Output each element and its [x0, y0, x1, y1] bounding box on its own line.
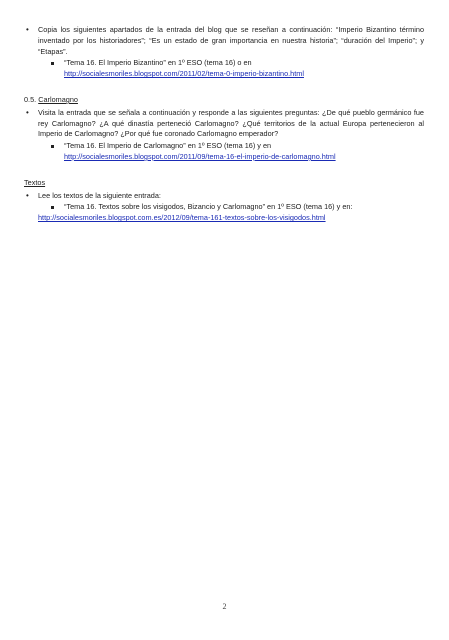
square-bullet-icon	[51, 62, 54, 65]
square-bullet-icon	[51, 145, 54, 148]
link-byzantine-empire[interactable]: http://socialesmoriles.blogspot.com/2011/02/tema-0-imperio-bizantino.html	[64, 69, 304, 79]
page-number: 2	[222, 602, 227, 611]
bullet-text: Lee los textos de la siguiente entrada:	[38, 190, 161, 200]
bullet-item-read-texts	[24, 191, 424, 202]
section-title-carlomagno	[24, 95, 424, 106]
section-title-text: Carlomagno	[38, 94, 78, 104]
bullet-text: Visita la entrada que se señala a continuación y responde a las siguientes preguntas: ¿De qué pueblo germánico fue rey Carlomagno? ¿A qué dinastía perteneció Carlomagno? ¿Qué territorios de la actual Europa pertenecieron al Imperio de Carlomagno? ¿Por qué fue coronado Carlomagno emperador?	[38, 107, 424, 139]
sub-item-texts	[24, 202, 424, 213]
square-bullet-icon	[51, 206, 54, 209]
link-visigoth-texts[interactable]: http://socialesmoriles.blogspot.com.es/2012/09/tema-161-textos-sobre-los-visigodos.html	[38, 213, 326, 223]
section-number: 0.5.	[24, 94, 37, 104]
sub-item-text: “Tema 16. El Imperio de Carlomagno” en 1º ESO (tema 16) y en	[64, 141, 272, 151]
bullet-item-questions	[24, 108, 424, 140]
bullet-dot-icon: •	[26, 190, 29, 200]
bullet-dot-icon: •	[26, 107, 29, 117]
sub-item-text: “Tema 16. Textos sobre los visigodos, Bizancio y Carlomagno” en 1º ESO (tema 16) y en:	[64, 202, 353, 212]
sub-item-byzantine	[24, 58, 424, 69]
page-content	[24, 25, 424, 224]
sub-item-text: “Tema 16. El Imperio Bizantino” en 1º ESO (tema 16) o en	[64, 58, 252, 68]
bullet-item-copy-sections	[24, 25, 424, 57]
link-carlomagno-empire[interactable]: http://socialesmoriles.blogspot.com/2011/09/tema-16-el-imperio-de-carlomagno.html	[64, 151, 336, 161]
sub-item-carlomagno	[24, 141, 424, 152]
section-title-text: Textos	[24, 177, 46, 187]
section-title-textos	[24, 178, 424, 189]
bullet-dot-icon: •	[26, 25, 29, 34]
bullet-text: Copia los siguientes apartados de la entrada del blog que se reseñan a continuación: “Imperio Bizantino término inventado por los historiadores”; “Es un estado de gran importancia en nuestra historia”; “duración del Imperio”; y “Etapas”.	[38, 25, 424, 56]
